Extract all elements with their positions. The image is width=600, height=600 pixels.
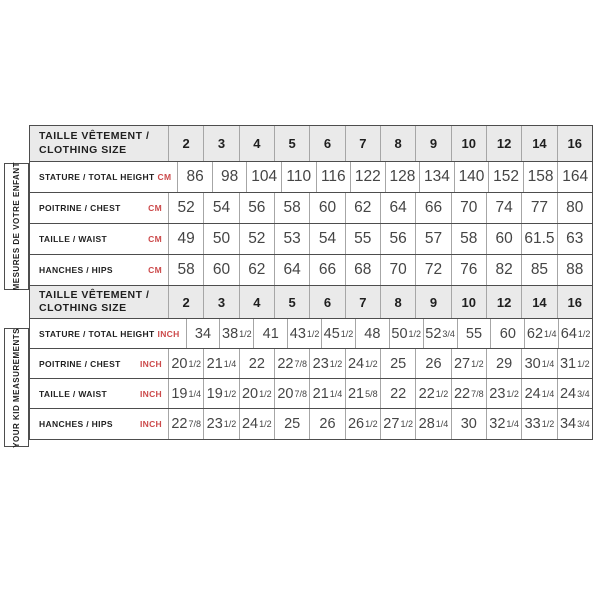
size-column-header: 4 bbox=[239, 286, 274, 318]
fraction: 3/4 bbox=[442, 328, 455, 339]
measurement-label: HANCHES / HIPS bbox=[39, 419, 113, 429]
measurement-label-cell bbox=[30, 224, 168, 254]
fraction: 1/2 bbox=[506, 388, 519, 399]
clothing-size-header-line: CLOTHING SIZE bbox=[39, 143, 127, 156]
measurement-value: 56 bbox=[239, 193, 274, 223]
fraction: 1/2 bbox=[340, 328, 354, 339]
fraction: 1/4 bbox=[435, 419, 449, 429]
measurement-value: 22 7/8 bbox=[274, 349, 309, 378]
fraction: 1/2 bbox=[577, 358, 590, 369]
fraction: 1/2 bbox=[365, 419, 378, 429]
fraction: 1/4 bbox=[223, 358, 237, 369]
measurement-label-cell bbox=[30, 255, 168, 285]
measurement-value: 82 bbox=[486, 255, 521, 285]
measurement-label: POITRINE / CHEST bbox=[39, 203, 121, 213]
measurement-value: 61.5 bbox=[521, 224, 556, 254]
fraction: 1/4 bbox=[506, 419, 519, 429]
fraction: 1/4 bbox=[188, 388, 201, 399]
measurement-value: 140 bbox=[454, 162, 489, 192]
measurement-label-cell bbox=[30, 193, 168, 223]
measurement-value: 21 1/4 bbox=[309, 379, 344, 408]
measurement-value: 98 bbox=[212, 162, 247, 192]
measurement-value: 32 1/4 bbox=[486, 409, 521, 439]
measurement-value: 60 bbox=[490, 319, 524, 348]
measurement-label-cell bbox=[30, 379, 168, 408]
measurement-value: 23 1/2 bbox=[309, 349, 344, 378]
measurement-value: 116 bbox=[316, 162, 351, 192]
measurement-value: 70 bbox=[451, 193, 486, 223]
measurement-value: 34 bbox=[186, 319, 220, 348]
measurement-label: TAILLE / WAIST bbox=[39, 388, 108, 399]
measurement-value: 27 1/2 bbox=[380, 409, 415, 439]
measurement-value: 19 1/2 bbox=[203, 379, 238, 408]
unit-label: CM bbox=[148, 203, 162, 213]
measurement-row bbox=[30, 379, 592, 409]
fraction: 1/2 bbox=[577, 328, 591, 339]
size-column-header: 2 bbox=[168, 286, 203, 318]
measurement-value: 24 1/4 bbox=[521, 379, 556, 408]
measurement-value: 85 bbox=[521, 255, 556, 285]
fraction: 1/2 bbox=[365, 358, 378, 369]
measurement-value: 24 1/2 bbox=[345, 349, 380, 378]
measurement-value: 52 bbox=[239, 224, 274, 254]
size-header-row bbox=[30, 286, 592, 319]
fraction: 1/4 bbox=[541, 388, 555, 399]
measurement-value: 25 bbox=[380, 349, 415, 378]
unit-label: CM bbox=[148, 234, 162, 244]
measurement-value: 66 bbox=[415, 193, 450, 223]
size-column-header: 3 bbox=[203, 286, 238, 318]
measurement-value: 77 bbox=[521, 193, 556, 223]
measurement-value: 76 bbox=[451, 255, 486, 285]
measurement-value: 60 bbox=[309, 193, 344, 223]
fraction: 3/4 bbox=[577, 419, 590, 429]
size-column-header: 7 bbox=[345, 286, 380, 318]
measurement-value: 48 bbox=[355, 319, 389, 348]
size-column-header: 5 bbox=[274, 286, 309, 318]
measurement-value: 28 1/4 bbox=[415, 409, 450, 439]
measurement-label: TAILLE / WAIST bbox=[39, 234, 108, 244]
unit-label: INCH bbox=[157, 328, 180, 339]
fraction: 1/2 bbox=[223, 419, 237, 429]
measurement-row bbox=[30, 193, 592, 224]
clothing-size-header-line: TAILLE VÊTEMENT / bbox=[39, 130, 150, 143]
measurement-value: 68 bbox=[345, 255, 380, 285]
measurement-value: 55 bbox=[345, 224, 380, 254]
fraction: 1/2 bbox=[408, 328, 422, 339]
fraction: 1/2 bbox=[541, 419, 555, 429]
measurement-value: 49 bbox=[168, 224, 203, 254]
fraction: 7/8 bbox=[471, 388, 484, 399]
measurement-label-cell bbox=[30, 162, 177, 192]
measurement-value: 45 1/2 bbox=[321, 319, 355, 348]
measurement-value: 21 1/4 bbox=[203, 349, 238, 378]
measurement-value: 30 1/4 bbox=[521, 349, 556, 378]
size-column-header: 14 bbox=[521, 286, 556, 318]
clothing-size-header-line: CLOTHING SIZE bbox=[39, 302, 127, 314]
fraction: 3/4 bbox=[577, 388, 590, 399]
measurement-value: 20 1/2 bbox=[239, 379, 274, 408]
measurement-value: 104 bbox=[246, 162, 281, 192]
measurement-value: 152 bbox=[488, 162, 523, 192]
size-column-header: 4 bbox=[239, 126, 274, 161]
size-column-header: 3 bbox=[203, 126, 238, 161]
measurement-value: 74 bbox=[486, 193, 521, 223]
measurement-value: 64 1/2 bbox=[558, 319, 592, 348]
measurement-value: 22 1/2 bbox=[415, 379, 450, 408]
fraction: 1/2 bbox=[400, 419, 413, 429]
measurement-value: 31 1/2 bbox=[557, 349, 592, 378]
fraction: 1/4 bbox=[329, 388, 343, 399]
measurement-value: 52 3/4 bbox=[423, 319, 457, 348]
fraction: 1/4 bbox=[541, 358, 555, 369]
measurement-row bbox=[30, 255, 592, 286]
measurement-row bbox=[30, 349, 592, 379]
size-column-header: 12 bbox=[486, 286, 521, 318]
size-column-header: 8 bbox=[380, 286, 415, 318]
measurement-value: 60 bbox=[203, 255, 238, 285]
measurement-value: 22 7/8 bbox=[168, 409, 203, 439]
measurement-value: 50 bbox=[203, 224, 238, 254]
size-column-header: 6 bbox=[309, 126, 344, 161]
measurement-value: 53 bbox=[274, 224, 309, 254]
size-table bbox=[29, 125, 593, 440]
clothing-size-header-line: TAILLE VÊTEMENT / bbox=[39, 288, 150, 301]
measurement-row bbox=[30, 162, 592, 193]
measurement-row bbox=[30, 319, 592, 349]
measurement-row bbox=[30, 409, 592, 439]
fraction: 1/2 bbox=[239, 328, 252, 339]
measurement-value: 23 1/2 bbox=[203, 409, 238, 439]
measurement-value: 38 1/2 bbox=[219, 319, 253, 348]
measurement-label-cell bbox=[30, 319, 186, 348]
fraction: 1/2 bbox=[259, 419, 272, 429]
measurement-value: 57 bbox=[415, 224, 450, 254]
size-column-header: 16 bbox=[557, 126, 592, 161]
clothing-size-header bbox=[30, 286, 168, 318]
measurement-value: 55 bbox=[457, 319, 491, 348]
size-column-header: 2 bbox=[168, 126, 203, 161]
measurement-label: HANCHES / HIPS bbox=[39, 265, 113, 275]
measurement-value: 30 bbox=[451, 409, 486, 439]
fraction: 7/8 bbox=[294, 388, 307, 399]
measurement-value: 88 bbox=[557, 255, 592, 285]
sidebar-inch-box bbox=[4, 328, 29, 447]
size-column-header: 12 bbox=[486, 126, 521, 161]
measurement-value: 158 bbox=[523, 162, 558, 192]
size-column-header: 16 bbox=[557, 286, 592, 318]
measurement-value: 62 bbox=[345, 193, 380, 223]
measurement-label: POITRINE / CHEST bbox=[39, 358, 121, 369]
measurement-value: 64 bbox=[274, 255, 309, 285]
fraction: 1/2 bbox=[306, 328, 320, 339]
size-column-header: 6 bbox=[309, 286, 344, 318]
measurement-value: 26 bbox=[309, 409, 344, 439]
measurement-value: 58 bbox=[274, 193, 309, 223]
sidebar-cm-box bbox=[4, 163, 29, 290]
measurement-value: 52 bbox=[168, 193, 203, 223]
size-header-row bbox=[30, 126, 592, 162]
measurement-value: 134 bbox=[419, 162, 454, 192]
measurement-value: 41 bbox=[253, 319, 287, 348]
measurement-value: 34 3/4 bbox=[557, 409, 592, 439]
measurement-value: 22 bbox=[239, 349, 274, 378]
size-column-header: 10 bbox=[451, 286, 486, 318]
measurement-value: 43 1/2 bbox=[287, 319, 321, 348]
measurement-value: 29 bbox=[486, 349, 521, 378]
size-column-header: 10 bbox=[451, 126, 486, 161]
measurement-value: 26 bbox=[415, 349, 450, 378]
measurement-value: 164 bbox=[557, 162, 592, 192]
measurement-value: 50 1/2 bbox=[389, 319, 423, 348]
measurement-value: 25 bbox=[274, 409, 309, 439]
measurement-row bbox=[30, 224, 592, 255]
measurement-value: 20 7/8 bbox=[274, 379, 309, 408]
measurement-label-cell bbox=[30, 349, 168, 378]
size-column-header: 14 bbox=[521, 126, 556, 161]
measurement-value: 26 1/2 bbox=[345, 409, 380, 439]
measurement-value: 33 1/2 bbox=[521, 409, 556, 439]
measurement-value: 19 1/4 bbox=[168, 379, 203, 408]
fraction: 1/2 bbox=[188, 358, 201, 369]
measurement-value: 54 bbox=[309, 224, 344, 254]
fraction: 1/2 bbox=[435, 388, 449, 399]
size-column-header: 9 bbox=[415, 286, 450, 318]
measurement-value: 20 1/2 bbox=[168, 349, 203, 378]
measurement-value: 62 bbox=[239, 255, 274, 285]
measurement-value: 66 bbox=[309, 255, 344, 285]
measurement-value: 21 5/8 bbox=[345, 379, 380, 408]
fraction: 1/2 bbox=[259, 388, 272, 399]
unit-label: INCH bbox=[140, 388, 162, 399]
measurement-label: STATURE / TOTAL HEIGHT bbox=[39, 328, 155, 339]
clothing-size-header bbox=[30, 126, 168, 161]
measurement-value: 27 1/2 bbox=[451, 349, 486, 378]
measurement-value: 122 bbox=[350, 162, 385, 192]
measurement-label: STATURE / TOTAL HEIGHT bbox=[39, 172, 155, 182]
measurement-value: 23 1/2 bbox=[486, 379, 521, 408]
measurement-value: 128 bbox=[385, 162, 420, 192]
measurement-value: 64 bbox=[380, 193, 415, 223]
measurement-value: 63 bbox=[557, 224, 592, 254]
measurement-value: 54 bbox=[203, 193, 238, 223]
measurement-value: 86 bbox=[177, 162, 212, 192]
measurement-value: 70 bbox=[380, 255, 415, 285]
unit-label: CM bbox=[157, 172, 172, 182]
measurement-value: 62 1/4 bbox=[524, 319, 558, 348]
sidebar-inch-label: YOUR KID MEASUREMENTS bbox=[12, 327, 21, 448]
fraction: 7/8 bbox=[294, 358, 307, 369]
measurement-value: 58 bbox=[168, 255, 203, 285]
fraction: 1/2 bbox=[329, 358, 343, 369]
fraction: 7/8 bbox=[188, 419, 201, 429]
measurement-value: 24 1/2 bbox=[239, 409, 274, 439]
measurement-label-cell bbox=[30, 409, 168, 439]
size-column-header: 8 bbox=[380, 126, 415, 161]
measurement-value: 72 bbox=[415, 255, 450, 285]
size-column-header: 5 bbox=[274, 126, 309, 161]
unit-label: INCH bbox=[140, 358, 162, 369]
measurement-value: 110 bbox=[281, 162, 316, 192]
unit-label: CM bbox=[148, 265, 162, 275]
measurement-value: 56 bbox=[380, 224, 415, 254]
fraction: 1/2 bbox=[223, 388, 237, 399]
measurement-value: 22 bbox=[380, 379, 415, 408]
measurement-value: 80 bbox=[557, 193, 592, 223]
measurement-value: 24 3/4 bbox=[557, 379, 592, 408]
sidebar-cm-label: MESURES DE VOTRE ENFANT bbox=[12, 162, 21, 291]
fraction: 1/2 bbox=[471, 358, 484, 369]
fraction: 5/8 bbox=[365, 388, 378, 399]
size-column-header: 9 bbox=[415, 126, 450, 161]
measurement-value: 22 7/8 bbox=[451, 379, 486, 408]
measurement-value: 58 bbox=[451, 224, 486, 254]
measurement-value: 60 bbox=[486, 224, 521, 254]
unit-label: INCH bbox=[140, 419, 162, 429]
fraction: 1/4 bbox=[544, 328, 557, 339]
size-column-header: 7 bbox=[345, 126, 380, 161]
